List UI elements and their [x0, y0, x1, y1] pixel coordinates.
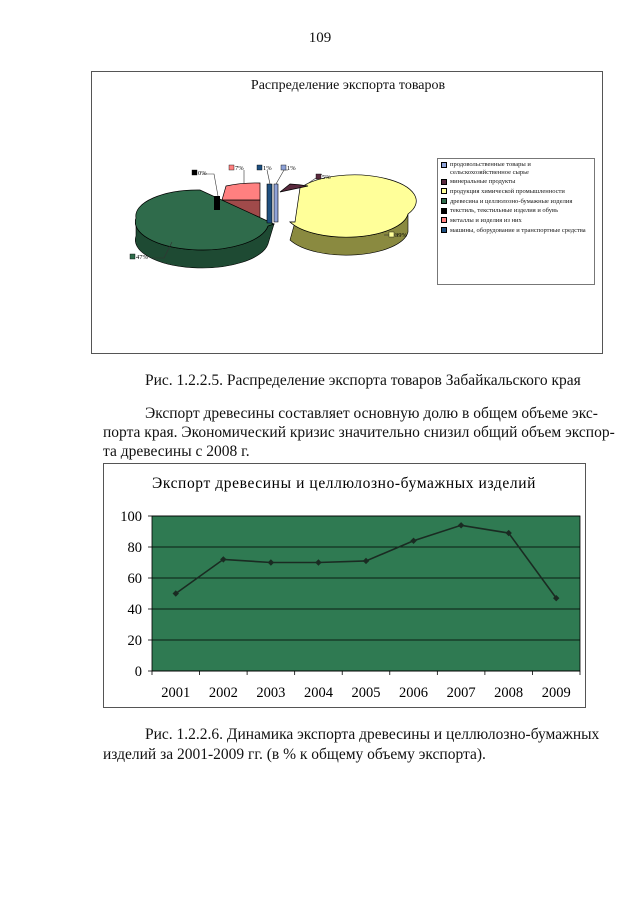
legend-item: [441, 178, 591, 186]
pie-slice-metals: [222, 183, 260, 200]
legend-label: текстиль, текстильные изделия и обувь: [450, 207, 559, 215]
figure-caption-1: Рис. 1.2.2.5. Распределение экспорта товаров Забайкальского края: [145, 372, 581, 389]
line-chart-title: Экспорт древесины и целлюлозно-бумажных изделий: [152, 475, 536, 492]
pie-legend: [437, 158, 595, 285]
legend-item: [441, 198, 591, 206]
x-tick-label: 2002: [208, 685, 238, 701]
legend-label: продукция химической промышленности: [450, 187, 565, 195]
legend-item: [441, 207, 591, 215]
pie-chart-title: Распределение экспорта товаров: [250, 78, 446, 93]
pie-label-chemical: 39%: [395, 232, 407, 239]
plot-area: [152, 516, 580, 671]
pie-label-food: 1%: [287, 165, 296, 172]
pie-slice-textile: [214, 196, 220, 210]
legend-label: древесина и целлюлозно-бумажные изделия: [450, 197, 573, 205]
y-tick-label: 80: [127, 540, 142, 556]
x-tick-label: 2006: [399, 685, 429, 701]
legend-swatch: [441, 162, 447, 168]
pie-label-textile: 0%: [198, 170, 207, 177]
line-chart-frame: [103, 463, 586, 708]
pie-slice-food: [274, 184, 278, 222]
paragraph-line: Экспорт древесины составляет основную долю в общем объеме экс-: [145, 405, 598, 422]
pie-chart-frame: [91, 71, 603, 354]
legend-swatch: [441, 188, 447, 194]
legend-swatch: [441, 179, 447, 185]
y-tick-label: 100: [120, 509, 142, 525]
legend-item: [441, 161, 591, 176]
y-tick-label: 0: [134, 664, 142, 680]
x-tick-label: 2001: [161, 685, 191, 701]
legend-swatch: [441, 208, 447, 214]
x-tick-label: 2003: [256, 685, 286, 701]
x-tick-label: 2005: [351, 685, 381, 701]
legend-label: металлы и изделия из них: [450, 216, 522, 224]
legend-item: [441, 188, 591, 196]
page-number: 109: [308, 30, 332, 46]
legend-item: [441, 217, 591, 225]
legend-swatch: [441, 227, 447, 233]
pie-label-metals: 7%: [235, 165, 244, 172]
pie-label-minerals: 5%: [322, 174, 331, 181]
y-tick-label: 40: [127, 602, 142, 618]
y-tick-label: 20: [127, 633, 142, 649]
legend-label: продовольственные товары и сельскохозяйственное сырье: [450, 161, 531, 176]
legend-label: машины, оборудование и транспортные средства: [450, 226, 586, 234]
figure-caption-2-line-1: Рис. 1.2.2.6. Динамика экспорта древесины и целлюлозно-бумажных: [145, 726, 600, 743]
y-tick-label: 60: [127, 571, 142, 587]
pie-label-machines: 1%: [263, 165, 272, 172]
x-tick-label: 2009: [541, 685, 571, 701]
x-tick-label: 2008: [494, 685, 524, 701]
legend-label: минеральные продукты: [450, 178, 516, 186]
body-paragraph: [103, 404, 615, 461]
paragraph-line: та древесины с 2008 г.: [103, 443, 250, 460]
legend-item: [441, 227, 591, 235]
figure-caption-2-line-2: изделий за 2001-2009 гг. (в % к общему объему экспорта).: [103, 746, 486, 763]
line-chart-svg: [104, 464, 585, 707]
legend-swatch: [441, 198, 447, 204]
pie-slice-machines: [267, 184, 272, 223]
pie-label-wood: 47%: [136, 254, 148, 261]
x-tick-label: 2007: [446, 685, 476, 701]
legend-swatch: [441, 217, 447, 223]
x-tick-label: 2004: [303, 685, 333, 701]
paragraph-line: порта края. Экономический кризис значительно снизил общий объем экспор-: [103, 424, 615, 441]
